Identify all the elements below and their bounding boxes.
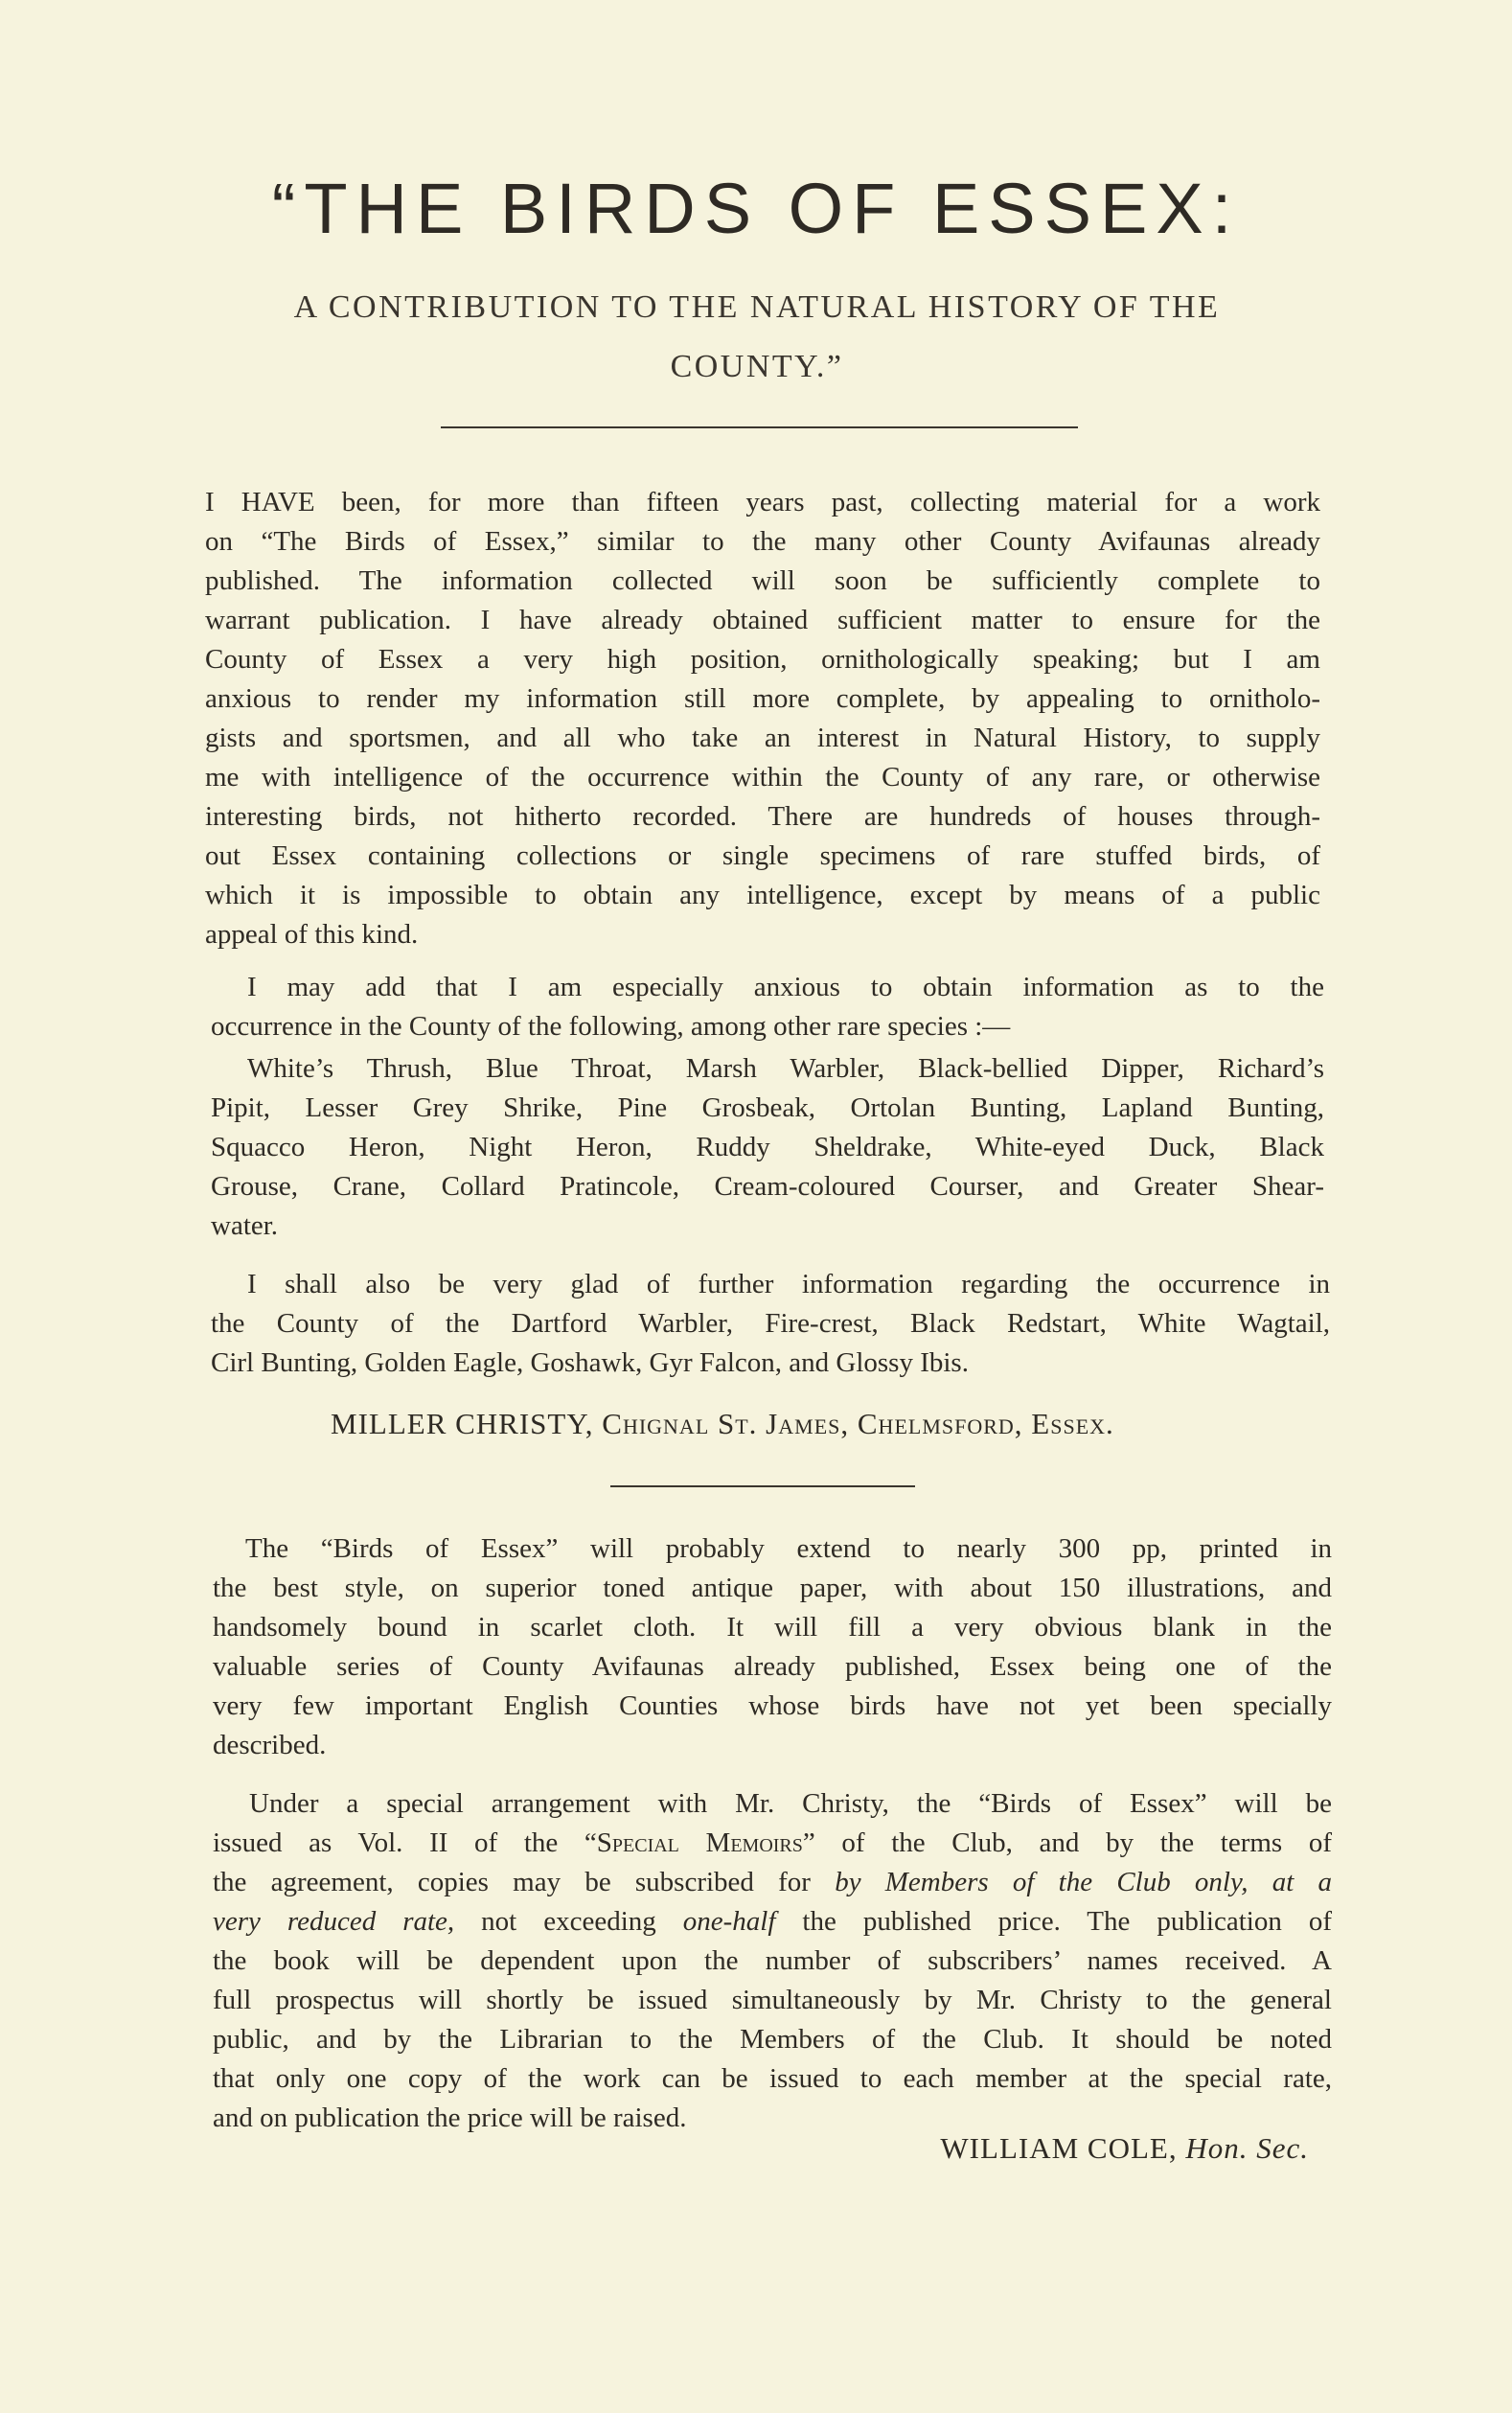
- text-line: me with intelligence of the occurrence within the County of any rare, or otherwise: [205, 762, 1320, 793]
- page-subtitle: [201, 278, 1313, 397]
- text-line: [213, 1902, 1332, 1942]
- text-line: valuable series of County Avifaunas already published, Essex being one of the: [213, 1651, 1332, 1682]
- text-line: on “The Birds of Essex,” similar to the many other County Avifaunas already: [205, 526, 1320, 557]
- text-line: interesting birds, not hitherto recorded. There are hundreds of houses through-: [205, 801, 1320, 832]
- title-divider: [441, 426, 1078, 428]
- text-line: Pipit, Lesser Grey Shrike, Pine Grosbeak, Ortolan Bunting, Lapland Bunting,: [211, 1092, 1324, 1123]
- emphasis-text: by Members of the Club only, at a: [835, 1867, 1333, 1897]
- text-fragment: ” of the Club, and by the terms of: [802, 1827, 1333, 1858]
- signature-address: Chignal St. James, Chelmsford, Essex.: [602, 1407, 1114, 1440]
- signature-title: Hon. Sec.: [1185, 2131, 1309, 2165]
- text-line: I shall also be very glad of further information regarding the occurrence in: [247, 1269, 1330, 1299]
- text-line: gists and sportsmen, and all who take an interest in Natural History, to supply: [205, 723, 1320, 753]
- emphasis-text: very reduced rate,: [213, 1906, 455, 1937]
- text-line: published. The information collected will soon be sufficiently complete to: [205, 565, 1320, 596]
- text-fragment: the published price. The publication of: [775, 1906, 1332, 1937]
- text-line: handsomely bound in scarlet cloth. It will fill a very obvious blank in the: [213, 1612, 1332, 1643]
- text-line: very few important English Counties whose birds have not yet been specially: [213, 1690, 1332, 1721]
- text-line: warrant publication. I have already obtained sufficient matter to ensure for the: [205, 605, 1320, 635]
- signature-name: MILLER CHRISTY,: [331, 1407, 594, 1440]
- text-line: The “Birds of Essex” will probably extend to nearly 300 pp, printed in: [245, 1533, 1332, 1564]
- text-fragment: the agreement, copies may be subscribed for: [213, 1867, 836, 1897]
- text-fragment: not exceeding: [454, 1906, 683, 1937]
- intro-paragraph: [205, 483, 1320, 954]
- text-line: the County of the Dartford Warbler, Fire-crest, Black Redstart, White Wagtail,: [211, 1308, 1330, 1339]
- subtitle-line-1: A CONTRIBUTION TO THE NATURAL HISTORY OF THE: [293, 289, 1221, 325]
- further-paragraph: [211, 1265, 1330, 1383]
- section-divider: [610, 1485, 915, 1487]
- text-line: which it is impossible to obtain any intelligence, except by means of a public: [205, 880, 1320, 910]
- text-line: [213, 1824, 1332, 1863]
- emphasis-text: one-half: [682, 1906, 776, 1937]
- text-line: water.: [211, 1210, 279, 1241]
- text-line: I may add that I am especially anxious to obtain information as to the: [247, 972, 1324, 1002]
- text-line: and on publication the price will be raised.: [213, 2103, 687, 2133]
- signature-cole: [940, 2131, 1309, 2166]
- text-line: [213, 1863, 1332, 1902]
- text-line: Grouse, Crane, Collard Pratincole, Cream-coloured Courser, and Greater Shear-: [211, 1171, 1324, 1202]
- text-fragment: issued as Vol. II of the “: [213, 1827, 597, 1858]
- request-paragraph: [211, 968, 1324, 1046]
- species-paragraph: [211, 1049, 1324, 1246]
- text-line: Squacco Heron, Night Heron, Ruddy Sheldrake, White-eyed Duck, Black: [211, 1132, 1324, 1162]
- subtitle-line-2: COUNTY.”: [670, 349, 844, 384]
- text-line: Under a special arrangement with Mr. Christy, the “Birds of Essex” will be: [249, 1788, 1332, 1819]
- arrangement-paragraph: [213, 1784, 1332, 2138]
- page-title: “THE BIRDS OF ESSEX:: [271, 169, 1241, 248]
- book-paragraph: [213, 1529, 1332, 1765]
- text-line: County of Essex a very high position, ornithologically speaking; but I am: [205, 644, 1320, 675]
- text-line: public, and by the Librarian to the Members of the Club. It should be noted: [213, 2024, 1332, 2055]
- text-line: described.: [213, 1730, 327, 1760]
- text-line: White’s Thrush, Blue Throat, Marsh Warbler, Black-bellied Dipper, Richard’s: [247, 1053, 1324, 1084]
- text-line: Cirl Bunting, Golden Eagle, Goshawk, Gyr Falcon, and Glossy Ibis.: [211, 1347, 969, 1378]
- text-line: that only one copy of the work can be issued to each member at the special rate,: [213, 2063, 1332, 2094]
- text-line: full prospectus will shortly be issued simultaneously by Mr. Christy to the general: [213, 1985, 1332, 2015]
- text-line: I HAVE been, for more than fifteen years past, collecting material for a work: [205, 487, 1320, 517]
- signature-christy: [331, 1407, 1114, 1441]
- text-line: the best style, on superior toned antique paper, with about 150 illustrations, and: [213, 1573, 1332, 1603]
- text-line: occurrence in the County of the following, among other rare species :—: [211, 1011, 1011, 1042]
- text-line: anxious to render my information still more complete, by appealing to ornitholo-: [205, 683, 1320, 714]
- text-line: appeal of this kind.: [205, 919, 419, 950]
- text-line: the book will be dependent upon the number of subscribers’ names received. A: [213, 1945, 1332, 1976]
- signature-name: WILLIAM COLE,: [940, 2131, 1178, 2165]
- text-line: out Essex containing collections or single specimens of rare stuffed birds, of: [205, 840, 1320, 871]
- special-memoirs-text: Special Memoirs: [596, 1827, 803, 1858]
